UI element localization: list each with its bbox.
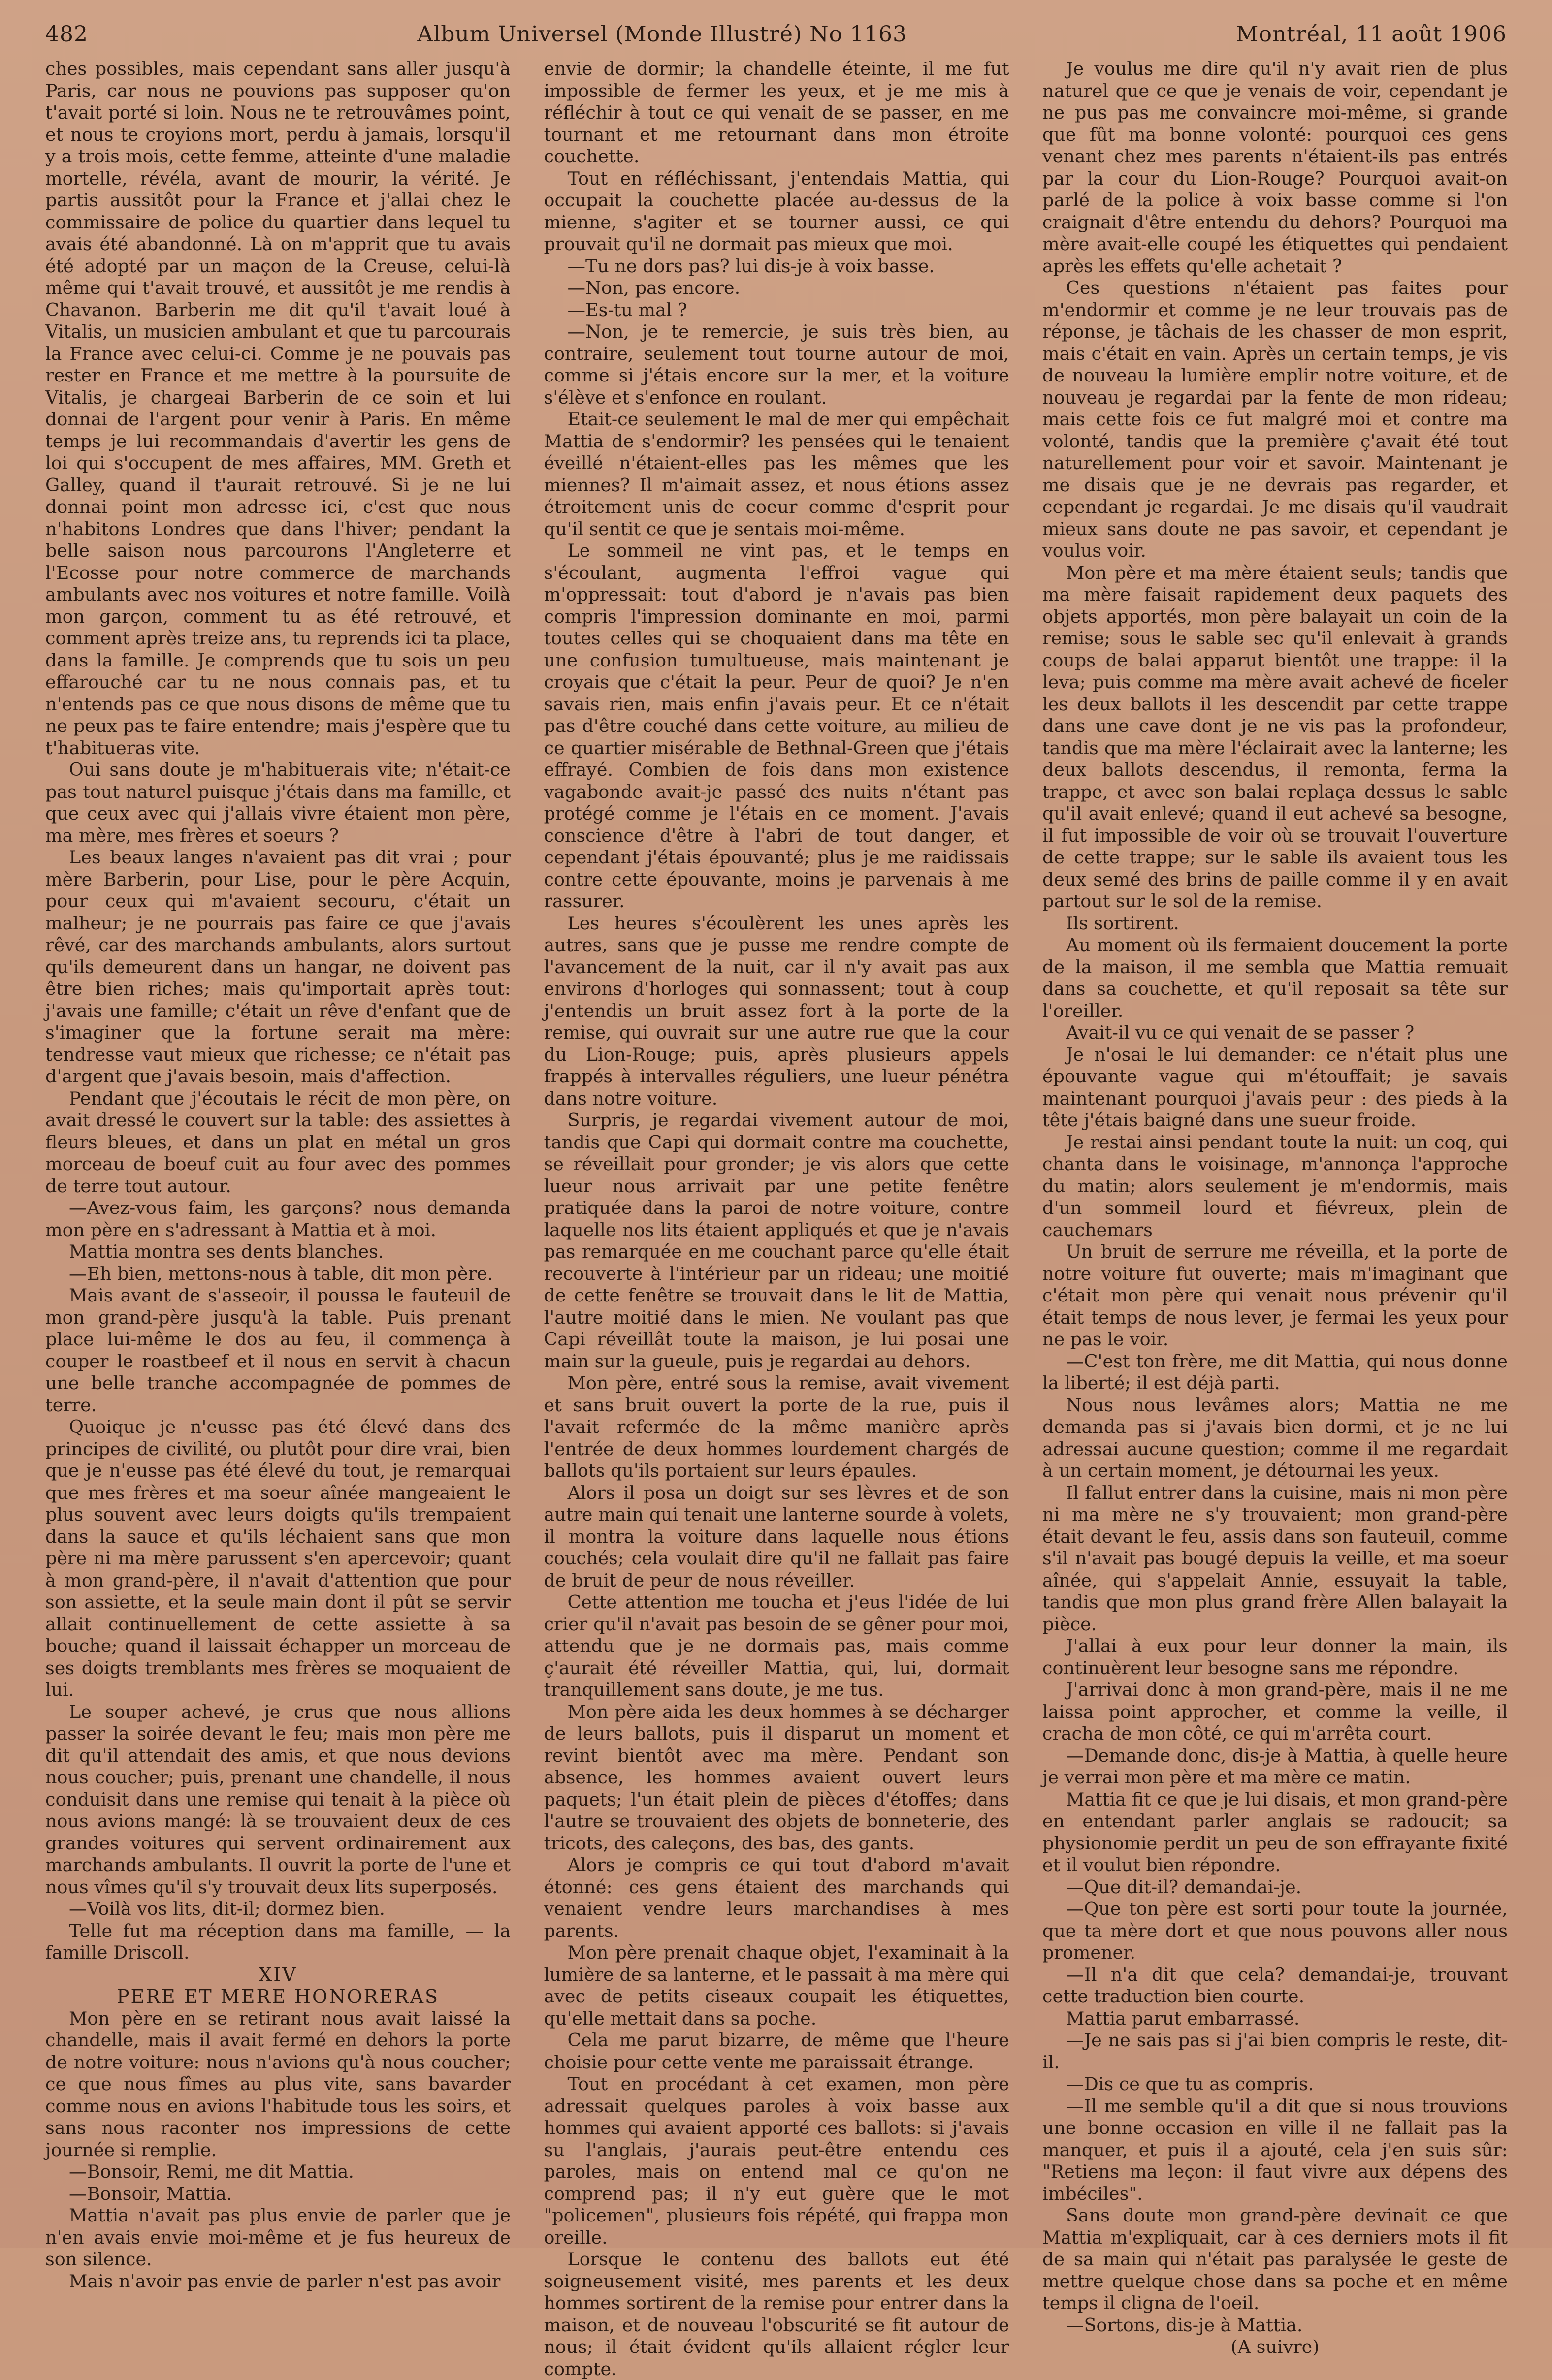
paragraph: Les beaux langes n'avaient pas dit vrai ; pour mère Barberin, pour Lise, pour le père Acquin, pour ceux qui m'avaient secouru, c'était un malheur; je ne pourrais pas faire ce que j'avais rêvé, car des marchands ambulants, alors surtout qu'ils demeurent dans un hangar, ne doivent pas être bien riches; mais qu'importait après tout: j'avais une famille; c'était un rêve d'enfant que de s'imaginer que la fortune serait ma mère: tendresse vaut mieux que richesse; ce n'était pas d'argent que j'avais besoin, mais d'affection. (45, 847, 511, 1087)
paragraph: Au moment où ils fermaient doucement la porte de la maison, il me sembla que Mattia remuait dans sa couchette, et qu'il reposait sa tête sur l'oreiller. (1042, 934, 1508, 1021)
paragraph: Surpris, je regardai vivement autour de moi, tandis que Capi qui dormait contre ma couchette, se réveillait pour gronder; je vis alors que cette lueur nous arrivait par une petite fenêtre pratiquée dans la paroi de notre voiture, contre laquelle nos lits étaient appliqués et que je n'avais pas remarquée en me couchant parce qu'elle était recouverte à l'intérieur par un rideau; une moitié de cette fenêtre se trouvait dans le lit de Mattia, l'autre moitié dans le mien. Ne voulant pas que Capi réveillât toute la maison, je lui posai une main sur la gueule, puis je regardai au dehors. (544, 1110, 1009, 1372)
paragraph: —Je ne sais pas si j'ai bien compris le reste, dit-il. (1042, 2030, 1508, 2073)
paragraph: Mon père en se retirant nous avait laissé la chandelle, mais il avait fermé en dehors la porte de notre voiture: nous n'avions qu'à nous coucher; ce que nous fîmes au plus vite, sans bavarder comme nous en avions l'habitude tous les soirs, et sans nous raconter nos impressions de cette journée si remplie. (45, 2007, 511, 2160)
paragraph: Nous nous levâmes alors; Mattia ne me demanda pas si j'avais bien dormi, et je ne lui adressai aucune question; comme il me regardait à un certain moment, je détournai les yeux. (1042, 1394, 1508, 1481)
paragraph: —Demande donc, dis-je à Mattia, à quelle heure je verrai mon père et ma mère ce matin. (1042, 1745, 1508, 1788)
paragraph: —Tu ne dors pas? lui dis-je à voix basse. (567, 255, 935, 277)
place-date: Montréal, 11 août 1906 (1236, 21, 1507, 47)
paragraph: Mon père et ma mère étaient seuls; tandis que ma mère faisait rapidement deux paquets des objets apportés, mon père balayait un coin de la remise; sous le sable sec qu'il enlevait à grands coups de balai apparut bientôt une trappe: il la leva; puis comme ma mère avait achevé de ficeler les deux ballots il les descendit par cette trappe dans une cave dont je ne vis pas la profondeur, tandis que ma mère l'éclairait avec la lanterne; les deux ballots descendus, il remonta, ferma la trappe, et avec son balai replaça dessus le sable qu'il avait enlevé; quand il eut achevé sa besogne, il fut impossible de voir où se trouvait l'ouverture de cette trappe; sur le sable ils avaient tous les deux semé des brins de paille comme il y en avait partout sur le sol de la remise. (1042, 562, 1508, 912)
column-1 (45, 58, 511, 2292)
paragraph: Avait-il vu ce qui venait de se passer ? (1066, 1022, 1415, 1043)
paragraph: Oui sans doute je m'habituerais vite; n'était-ce pas tout naturel puisque j'étais dans ma famille, et que ceux avec qui j'allais vivre étaient mon père, ma mère, mes frères et soeurs ? (45, 759, 511, 846)
paragraph: Les heures s'écoulèrent les unes après les autres, sans que je pusse me rendre compte de l'avancement de la nuit, car il n'y avait pas aux environs d'horloges qui sonnassent; tout à coup j'entendis un bruit assez fort à la porte de la remise, qui ouvrait sur une autre rue que la cour du Lion-Rouge; puis, après plusieurs appels frappés à intervalles réguliers, une lueur pénétra dans notre voiture. (544, 912, 1009, 1109)
paragraph: —Avez-vous faim, les garçons? nous demanda mon père en s'adressant à Mattia et à moi. (45, 1197, 511, 1240)
paragraph: Telle fut ma réception dans ma famille, — la famille Driscoll. (45, 1920, 511, 1963)
paragraph: Ils sortirent. (1066, 912, 1179, 934)
paragraph: —C'est ton frère, me dit Mattia, qui nous donne la liberté; il est déjà parti. (1042, 1350, 1508, 1394)
paragraph: —Es-tu mal ? (567, 299, 687, 320)
paragraph: —Sortons, dis-je à Mattia. (1066, 2314, 1303, 2336)
paragraph: envie de dormir; la chandelle éteinte, il me fut impossible de fermer les yeux, et je me mis à réfléchir à tout ce qui venait de se passer, en me tournant et me retournant dans mon étroite couchette. (544, 58, 1009, 167)
paragraph: J'arrivai donc à mon grand-père, mais il ne me laissa point approcher, et comme la veille, il cracha de mon côté, ce qui m'arrêta court. (1042, 1679, 1508, 1744)
paragraph: Je restai ainsi pendant toute la nuit: un coq, qui chanta dans le voisinage, m'annonça l'approche du matin; alors seulement je m'endormis, mais d'un sommeil lourd et fiévreux, plein de cauchemars (1042, 1131, 1508, 1240)
paragraph: Mattia parut embarrassé. (1066, 2007, 1300, 2029)
paragraph: Le sommeil ne vint pas, et le temps en s'écoulant, augmenta l'effroi vague qui m'oppressait: tout d'abord je n'avais pas bien compris l'impression dominante en moi, parmi toutes celles qui se choquaient dans ma tête en une confusion tumultueuse, mais maintenant je croyais que c'était la peur. Peur de quoi? Je n'en savais rien, mais enfin j'avais peur. Et ce n'était pas d'être couché dans cette voiture, au milieu de ce quartier misérable de Bethnal-Green que j'étais effrayé. Combien de fois dans mon existence vagabonde avait-je passé des nuits n'étant pas protégé comme je l'étais en ce moment. J'avais conscience d'être à l'abri de tout danger, et cependant j'étais épouvanté; plus je me raidissais contre cette épouvante, moins je parvenais à me rassurer. (544, 540, 1009, 912)
paragraph: —Bonsoir, Mattia. (69, 2183, 232, 2204)
text-columns (45, 58, 1508, 2380)
paragraph: —Que dit-il? demandai-je. (1066, 1876, 1302, 1898)
paragraph: Il fallut entrer dans la cuisine, mais ni mon père ni ma mère ne s'y trouvaient; mon grand-père était devant le feu, assis dans son fauteuil, comme s'il n'avait pas bougé depuis la veille, et ma soeur aînée, qui s'appelait Annie, essuyait la table, tandis que mon plus grand frère Allen balayait la pièce. (1042, 1482, 1508, 1635)
paragraph: Mattia montra ses dents blanches. (69, 1241, 384, 1262)
paragraph: —Non, pas encore. (567, 277, 741, 298)
paragraph: Mon père prenait chaque objet, l'examinait à la lumière de sa lanterne, et le passait à ma mère qui avec de petits ciseaux coupait les étiquettes, qu'elle mettait dans sa poche. (544, 1942, 1009, 2029)
paragraph: Mon père, entré sous la remise, avait vivement et sans bruit ouvert la porte de la rue, puis il l'avait refermée de la même manière après l'entrée de deux hommes lourdement chargés de ballots qu'ils portaient sur leurs épaules. (544, 1372, 1009, 1481)
paragraph: Cette attention me toucha et j'eus l'idée de lui crier qu'il n'avait pas besoin de se gêner pour moi, attendu que je ne dormais pas, mais comme ç'aurait été réveiller Mattia, qui, lui, dormait tranquillement sans doute, je me tus. (544, 1591, 1009, 1700)
paragraph: Sans doute mon grand-père devinait ce que Mattia m'expliquait, car à ces derniers mots il fit de sa main qui n'était pas paralysée le geste de mettre quelque chose dans sa poche et en même temps il cligna de l'oeil. (1042, 2205, 1508, 2314)
paragraph: —Eh bien, mettons-nous à table, dit mon père. (69, 1263, 493, 1284)
paragraph: Un bruit de serrure me réveilla, et la porte de notre voiture fut ouverte; mais m'imaginant que c'était mon père qui venait nous prévenir qu'il était temps de nous lever, je fermai les yeux pour ne pas le voir. (1042, 1241, 1508, 1350)
paragraph: Alors je compris ce qui tout d'abord m'avait étonné: ces gens étaient des marchands qui venaient vendre leurs marchandises à mes parents. (544, 1854, 1009, 1941)
column-3 (1042, 58, 1508, 2357)
chapter-number: XIV (259, 1964, 297, 1986)
paragraph: Je voulus me dire qu'il n'y avait rien de plus naturel que ce que je venais de voir, cependant je ne pus pas me convaincre moi-même, si grande que fût ma bonne volonté: pourquoi ces gens venant chez mes parents n'étaient-ils pas entrés par la cour du Lion-Rouge? Pourquoi avait-on parlé de la police à voix basse comme si l'on craignait d'être entendu du dehors? Pourquoi ma mère avait-elle coupé les étiquettes qui pendaient après les effets qu'elle achetait ? (1042, 58, 1508, 277)
publication-title: Album Universel (Monde Illustré) No 1163 (417, 21, 907, 47)
paragraph: —Dis ce que tu as compris. (1066, 2073, 1314, 2094)
paragraph: Quoique je n'eusse pas été élevé dans des principes de civilité, ou plutôt pour dire vrai, bien que je n'eusse pas été élevé du tout, je remarquai que mes frères et ma soeur aînée mangeaient le plus souvent avec leurs doigts qu'ils trempaient dans la sauce et qu'ils léchaient sans que mon père ni ma mère parussent s'en apercevoir; quant à mon grand-père, il n'avait d'attention que pour son assiette, et la seule main dont il pût se servir allait continuellement de cette assiette à sa bouche; quand il laissait échapper un morceau de ses doigts tremblants mes frères se moquaient de lui. (45, 1416, 511, 1700)
paragraph: Mon père aida les deux hommes à se décharger de leurs ballots, puis il disparut un moment et revint bientôt avec ma mère. Pendant son absence, les hommes avaient ouvert leurs paquets; l'un était plein de pièces d'étoffes; dans l'autre se trouvaient des objets de bonneterie, des tricots, des caleçons, des bas, des gants. (544, 1701, 1009, 1854)
paragraph: Cela me parut bizarre, de même que l'heure choisie pour cette vente me paraissait étrange. (544, 2030, 1009, 2073)
paragraph: J'allai à eux pour leur donner la main, ils continuèrent leur besogne sans me répondre. (1042, 1635, 1508, 1679)
page-number: 482 (45, 21, 88, 47)
paragraph: —Que ton père est sorti pour toute la journée, que ta mère dort et que nous pouvons aller nous promener. (1042, 1898, 1508, 1963)
paragraph: Pendant que j'écoutais le récit de mon père, on avait dressé le couvert sur la table: des assiettes à fleurs bleues, et dans un plat en métal un gros morceau de boeuf cuit au four avec des pommes de terre tout autour. (45, 1087, 511, 1197)
paragraph: Lorsque le contenu des ballots eut été soigneusement visité, mes parents et les deux hommes sortirent de la remise pour entrer dans la maison, et de nouveau l'obscurité se fit autour de nous; il était évident qu'ils allaient régler leur compte. (544, 2249, 1009, 2380)
column-2 (544, 58, 1009, 2380)
paragraph: Tout en procédant à cet examen, mon père adressait quelques paroles à voix basse aux hommes qui avaient apporté ces ballots: si j'avais su l'anglais, j'aurais peut-être entendu ces paroles, mais on entend mal ce qu'on ne comprend pas; il n'y eut guère que le mot "policemen", plusieurs fois répété, qui frappa mon oreille. (544, 2073, 1009, 2248)
paragraph: Alors il posa un doigt sur ses lèvres et de son autre main qui tenait une lanterne sourde à volets, il montra la voiture dans laquelle nous étions couchés; cela voulait dire qu'il ne fallait pas faire de bruit de peur de nous réveiller. (544, 1482, 1009, 1591)
paragraph: —Non, je te remercie, je suis très bien, au contraire, seulement tout tourne autour de moi, comme si j'étais encore sur la mer, et la voiture s'élève et s'enfonce en roulant. (544, 321, 1009, 408)
paragraph: Tout en réfléchissant, j'entendais Mattia, qui occupait la couchette placée au-dessus de la mienne, s'agiter et se tourner aussi, ce qui prouvait qu'il ne dormait pas mieux que moi. (544, 167, 1009, 254)
paragraph: Mattia fit ce que je lui disais, et mon grand-père en entendant parler anglais se radoucit; sa physionomie perdit un peu de son effrayante fixité et il voulut bien répondre. (1042, 1788, 1508, 1875)
paragraph: Le souper achevé, je crus que nous allions passer la soirée devant le feu; mais mon père me dit qu'il attendait des amis, et que nous devions nous coucher; puis, prenant une chandelle, il nous conduisit dans une remise qui tenait à la pièce où nous avions mangé: là se trouvaient deux de ces grandes voitures qui servent ordinairement aux marchands ambulants. Il ouvrit la porte de l'une et nous vîmes qu'il s'y trouvait deux lits superposés. (45, 1701, 511, 1898)
running-head (45, 19, 1507, 49)
paragraph: Je n'osai le lui demander: ce n'était plus une épouvante vague qui m'étouffait; je savais maintenant pourquoi j'avais peur : des pieds à la tête j'étais baigné dans une sueur froide. (1042, 1044, 1508, 1131)
to-be-continued: (A suivre) (1230, 2336, 1320, 2357)
paragraph: —Voilà vos lits, dit-il; dormez bien. (69, 1898, 385, 1919)
paragraph: Mais n'avoir pas envie de parler n'est pas avoir (69, 2270, 501, 2292)
paragraph: —Il me semble qu'il a dit que si nous trouvions une bonne occasion en ville il ne fallait pas la manquer, et puis il a ajouté, cela j'en suis sûr: "Retiens ma leçon: il faut vivre aux dépens des imbéciles". (1042, 2095, 1508, 2204)
chapter-title: PERE ET MERE HONORERAS (116, 1986, 440, 2007)
paragraph: Mattia n'avait pas plus envie de parler que je n'en avais envie moi-même et je fus heureux de son silence. (45, 2205, 511, 2270)
paragraph: —Il n'a dit que cela? demandai-je, trouvant cette traduction bien courte. (1042, 1964, 1508, 2007)
paragraph: Ces questions n'étaient pas faites pour m'endormir et comme je ne leur trouvais pas de réponse, je tâchais de les chasser de mon esprit, mais c'était en vain. Après un certain temps, je vis de nouveau la lumière emplir notre voiture, et de nouveau je regardai par la fente de mon rideau; mais cette fois ce fut malgré moi et contre ma volonté, tandis que la première ç'avait été tout naturellement pour voir et savoir. Maintenant je me disais que je ne devrais pas regarder, et cependant je regardai. Je me disais qu'il vaudrait mieux sans doute ne pas savoir, et cependant je voulus voir. (1042, 277, 1508, 561)
paragraph: Etait-ce seulement le mal de mer qui empêchait Mattia de s'endormir? les pensées qui le tenaient éveillé n'étaient-elles pas les mêmes que les miennes? Il m'aimait assez, et nous étions assez étroitement unis de coeur comme d'esprit pour qu'il sentit ce que je sentais moi-même. (544, 409, 1009, 539)
paragraph: ches possibles, mais cependant sans aller jusqu'à Paris, car nous ne pouvions pas supposer qu'on t'avait porté si loin. Nous ne te retrouvâmes point, et nous te croyions mort, perdu à jamais, lorsqu'il y a trois mois, cette femme, atteinte d'une maladie mortelle, révéla, avant de mourir, la vérité. Je partis aussitôt pour la France et j'allai chez le commissaire de police du quartier dans lequel tu avais été abandonné. Là on m'apprit que tu avais été adopté par un maçon de la Creuse, celui-là même qui t'avait trouvé, et aussitôt je me rendis à Chavanon. Barberin me dit qu'il t'avait loué à Vitalis, un musicien ambulant et que tu parcourais la France avec celui-ci. Comme je ne pouvais pas rester en France et me mettre à la poursuite de Vitalis, je chargeai Barberin de ce soin et lui donnai de l'argent pour venir à Paris. En même temps je lui recommandais d'avertir les gens de loi qui s'occupent de mes affaires, MM. Greth et Galley, quand il t'aurait retrouvé. Si je ne lui donnai point mon adresse ici, c'est que nous n'habitons Londres que dans l'hiver; pendant la belle saison nous parcourons l'Angleterre et l'Ecosse pour notre commerce de marchands ambulants avec nos voitures et notre famille. Voilà mon garçon, comment tu as été retrouvé, et comment après treize ans, tu reprends ici ta place, dans la famille. Je comprends que tu sois un peu effarouché car tu ne nous connais pas, et tu n'entends pas ce que nous disons de même que tu ne peux pas te faire entendre; mais j'espère que tu t'habitueras vite. (45, 58, 511, 759)
paragraph: Mais avant de s'asseoir, il poussa le fauteuil de mon grand-père jusqu'à la table. Puis prenant place lui-même le dos au feu, il commença à couper le roastbeef et il nous en servit à chacun une belle tranche accompagnée de pommes de terre. (45, 1285, 511, 1416)
paragraph: —Bonsoir, Remi, me dit Mattia. (69, 2161, 355, 2182)
